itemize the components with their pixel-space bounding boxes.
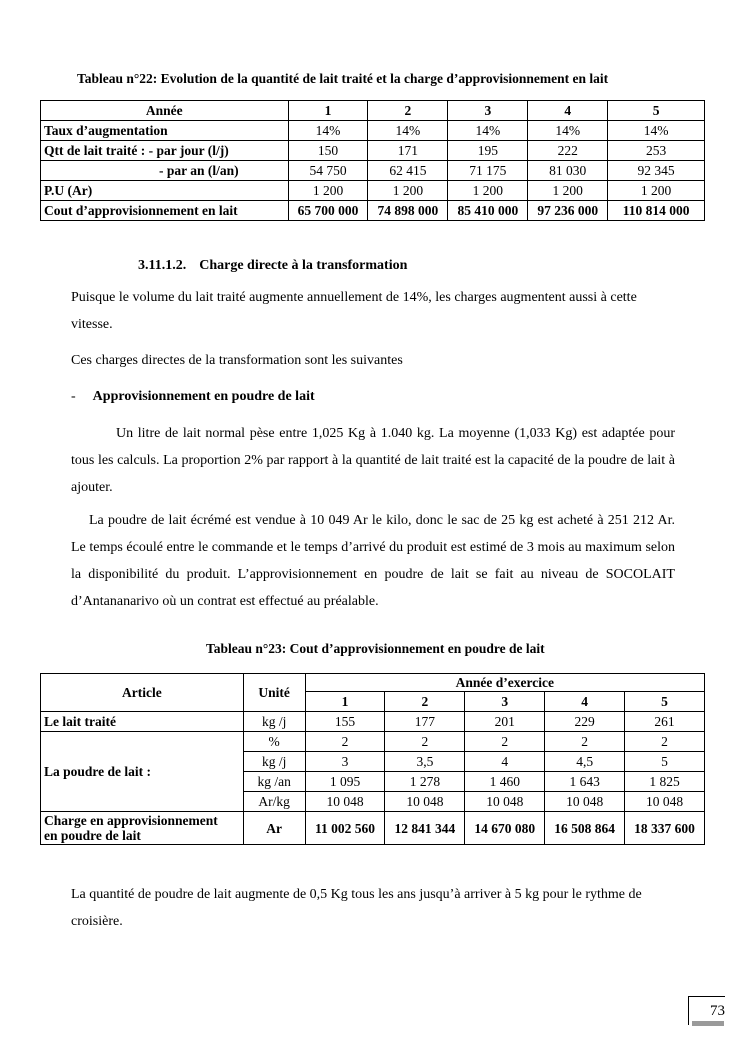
table-cell: 253 <box>608 141 705 161</box>
table-cell: 1 825 <box>625 772 705 792</box>
table-row <box>41 181 705 201</box>
row-label-line: Charge en approvisionnement <box>44 813 218 828</box>
table-row <box>41 161 705 181</box>
year-header: 2 <box>385 692 465 712</box>
table-cell: 1 200 <box>528 181 608 201</box>
unit-cell: Ar <box>243 812 305 845</box>
table-cell: 11 002 560 <box>305 812 385 845</box>
paragraph: Un litre de lait normal pèse entre 1,025 Kg à 1.040 kg. La moyenne (1,033 Kg) est adaptée pour tous les calculs. La proportion 2% par rapport à la quantité de lait traité est la capacité de la poudre de lait à ajouter. <box>71 426 675 495</box>
table-cell: 110 814 000 <box>608 201 705 221</box>
unit-cell: kg /an <box>243 772 305 792</box>
unit-cell: kg /j <box>243 752 305 772</box>
table-cell: 201 <box>465 712 545 732</box>
table-cell: 18 337 600 <box>625 812 705 845</box>
table-cell: 62 415 <box>368 161 448 181</box>
bullet-item <box>71 383 675 410</box>
table-cell: 1 643 <box>545 772 625 792</box>
table-row <box>41 141 705 161</box>
page-number: 73 <box>688 996 725 1025</box>
paragraph: La quantité de poudre de lait augmente de 0,5 Kg tous les ans jusqu’à arriver à 5 kg pour le rythme de croisière. <box>71 887 642 929</box>
table22-header-cell: 2 <box>368 101 448 121</box>
table-cell: 4,5 <box>545 752 625 772</box>
table-cell: 1 460 <box>465 772 545 792</box>
table-cell: 97 236 000 <box>528 201 608 221</box>
table-cell: 54 750 <box>288 161 368 181</box>
table-row <box>41 732 705 752</box>
table23 <box>40 673 705 845</box>
table-cell: 14% <box>288 121 368 141</box>
table-cell: 14% <box>368 121 448 141</box>
row-label: Qtt de lait traité : - par jour (l/j) <box>41 141 289 161</box>
table-row <box>41 712 705 732</box>
table-cell: 10 048 <box>625 792 705 812</box>
header-unite: Unité <box>243 674 305 712</box>
table-cell: 14% <box>528 121 608 141</box>
year-header: 1 <box>305 692 385 712</box>
table-cell: 81 030 <box>528 161 608 181</box>
table-cell: 65 700 000 <box>288 201 368 221</box>
table-cell: 1 200 <box>368 181 448 201</box>
table22 <box>40 100 705 221</box>
row-label: Le lait traité <box>41 712 244 732</box>
table-cell: 2 <box>385 732 465 752</box>
year-header: 5 <box>625 692 705 712</box>
table22-header-cell: 5 <box>608 101 705 121</box>
bullet-dash: - <box>71 389 76 404</box>
table22-caption: Tableau n°22: Evolution de la quantité de lait traité et la charge d’approvisionnement en lait <box>77 71 609 86</box>
table-cell: 155 <box>305 712 385 732</box>
header-annee: Année d’exercice <box>305 674 704 692</box>
table-cell: 12 841 344 <box>385 812 465 845</box>
table-cell: 2 <box>625 732 705 752</box>
table-cell: 85 410 000 <box>448 201 528 221</box>
table23-caption: Tableau n°23: Cout d’approvisionnement en poudre de lait <box>206 641 545 656</box>
unit-cell: kg /j <box>243 712 305 732</box>
table-cell: 10 048 <box>465 792 545 812</box>
table-cell: 171 <box>368 141 448 161</box>
table-cell: 229 <box>545 712 625 732</box>
table-cell: 14% <box>608 121 705 141</box>
table-cell: 261 <box>625 712 705 732</box>
table-row <box>41 674 705 692</box>
table-cell: 1 200 <box>448 181 528 201</box>
table-row <box>41 121 705 141</box>
table-row <box>41 812 705 845</box>
table-cell: 2 <box>545 732 625 752</box>
row-label: La poudre de lait : <box>41 732 244 812</box>
table-cell: 10 048 <box>385 792 465 812</box>
unit-cell: % <box>243 732 305 752</box>
table-cell: 4 <box>465 752 545 772</box>
table-cell: 3,5 <box>385 752 465 772</box>
header-article: Article <box>41 674 244 712</box>
table-cell: 92 345 <box>608 161 705 181</box>
row-label: Cout d’approvisionnement en lait <box>41 201 289 221</box>
section-number: 3.11.1.2. <box>138 258 187 273</box>
unit-cell: Ar/kg <box>243 792 305 812</box>
table-cell: 1 095 <box>305 772 385 792</box>
table-cell: 2 <box>305 732 385 752</box>
year-header: 3 <box>465 692 545 712</box>
bullet-title: Approvisionnement en poudre de lait <box>92 389 315 404</box>
table-cell: 5 <box>625 752 705 772</box>
page-number-bar <box>692 1021 724 1026</box>
table-cell: 177 <box>385 712 465 732</box>
table-cell: 16 508 864 <box>545 812 625 845</box>
table22-header-cell: 4 <box>528 101 608 121</box>
year-header: 4 <box>545 692 625 712</box>
table22-header-cell: Année <box>41 101 289 121</box>
table-cell: 10 048 <box>305 792 385 812</box>
table-cell: 1 278 <box>385 772 465 792</box>
section-title: Charge directe à la transformation <box>199 258 408 273</box>
table-row <box>41 101 705 121</box>
table-cell: 222 <box>528 141 608 161</box>
row-label-line: en poudre de lait <box>44 828 141 843</box>
paragraph: Puisque le volume du lait traité augmente annuellement de 14%, les charges augmentent aussi à cette vitesse. <box>71 290 637 332</box>
table-cell: 1 200 <box>288 181 368 201</box>
table-cell: 195 <box>448 141 528 161</box>
paragraph: Ces charges directes de la transformation sont les suivantes <box>71 353 403 368</box>
row-label <box>41 812 244 845</box>
row-label: - par an (l/an) <box>41 161 289 181</box>
row-label: Taux d’augmentation <box>41 121 289 141</box>
table-cell: 14% <box>448 121 528 141</box>
table-cell: 14 670 080 <box>465 812 545 845</box>
table-cell: 1 200 <box>608 181 705 201</box>
section-heading <box>138 258 407 274</box>
table22-header-cell: 3 <box>448 101 528 121</box>
table22-header-cell: 1 <box>288 101 368 121</box>
table-cell: 150 <box>288 141 368 161</box>
table-cell: 3 <box>305 752 385 772</box>
table-cell: 71 175 <box>448 161 528 181</box>
paragraph: La poudre de lait écrémé est vendue à 10 049 Ar le kilo, donc le sac de 25 kg est acheté à 251 212 Ar. Le temps écoulé entre le commande et le temps d’arrivé du produit est estimé de 3 mois au maximum selon la disponibilité du produit. L’approvisionnement en poudre de lait se fait au niveau de SOCOLAIT d’Antananarivo où un contrat est effectué au préalable. <box>71 513 675 609</box>
table-cell: 2 <box>465 732 545 752</box>
table-cell: 10 048 <box>545 792 625 812</box>
table-cell: 74 898 000 <box>368 201 448 221</box>
row-label: P.U (Ar) <box>41 181 289 201</box>
table-row <box>41 201 705 221</box>
